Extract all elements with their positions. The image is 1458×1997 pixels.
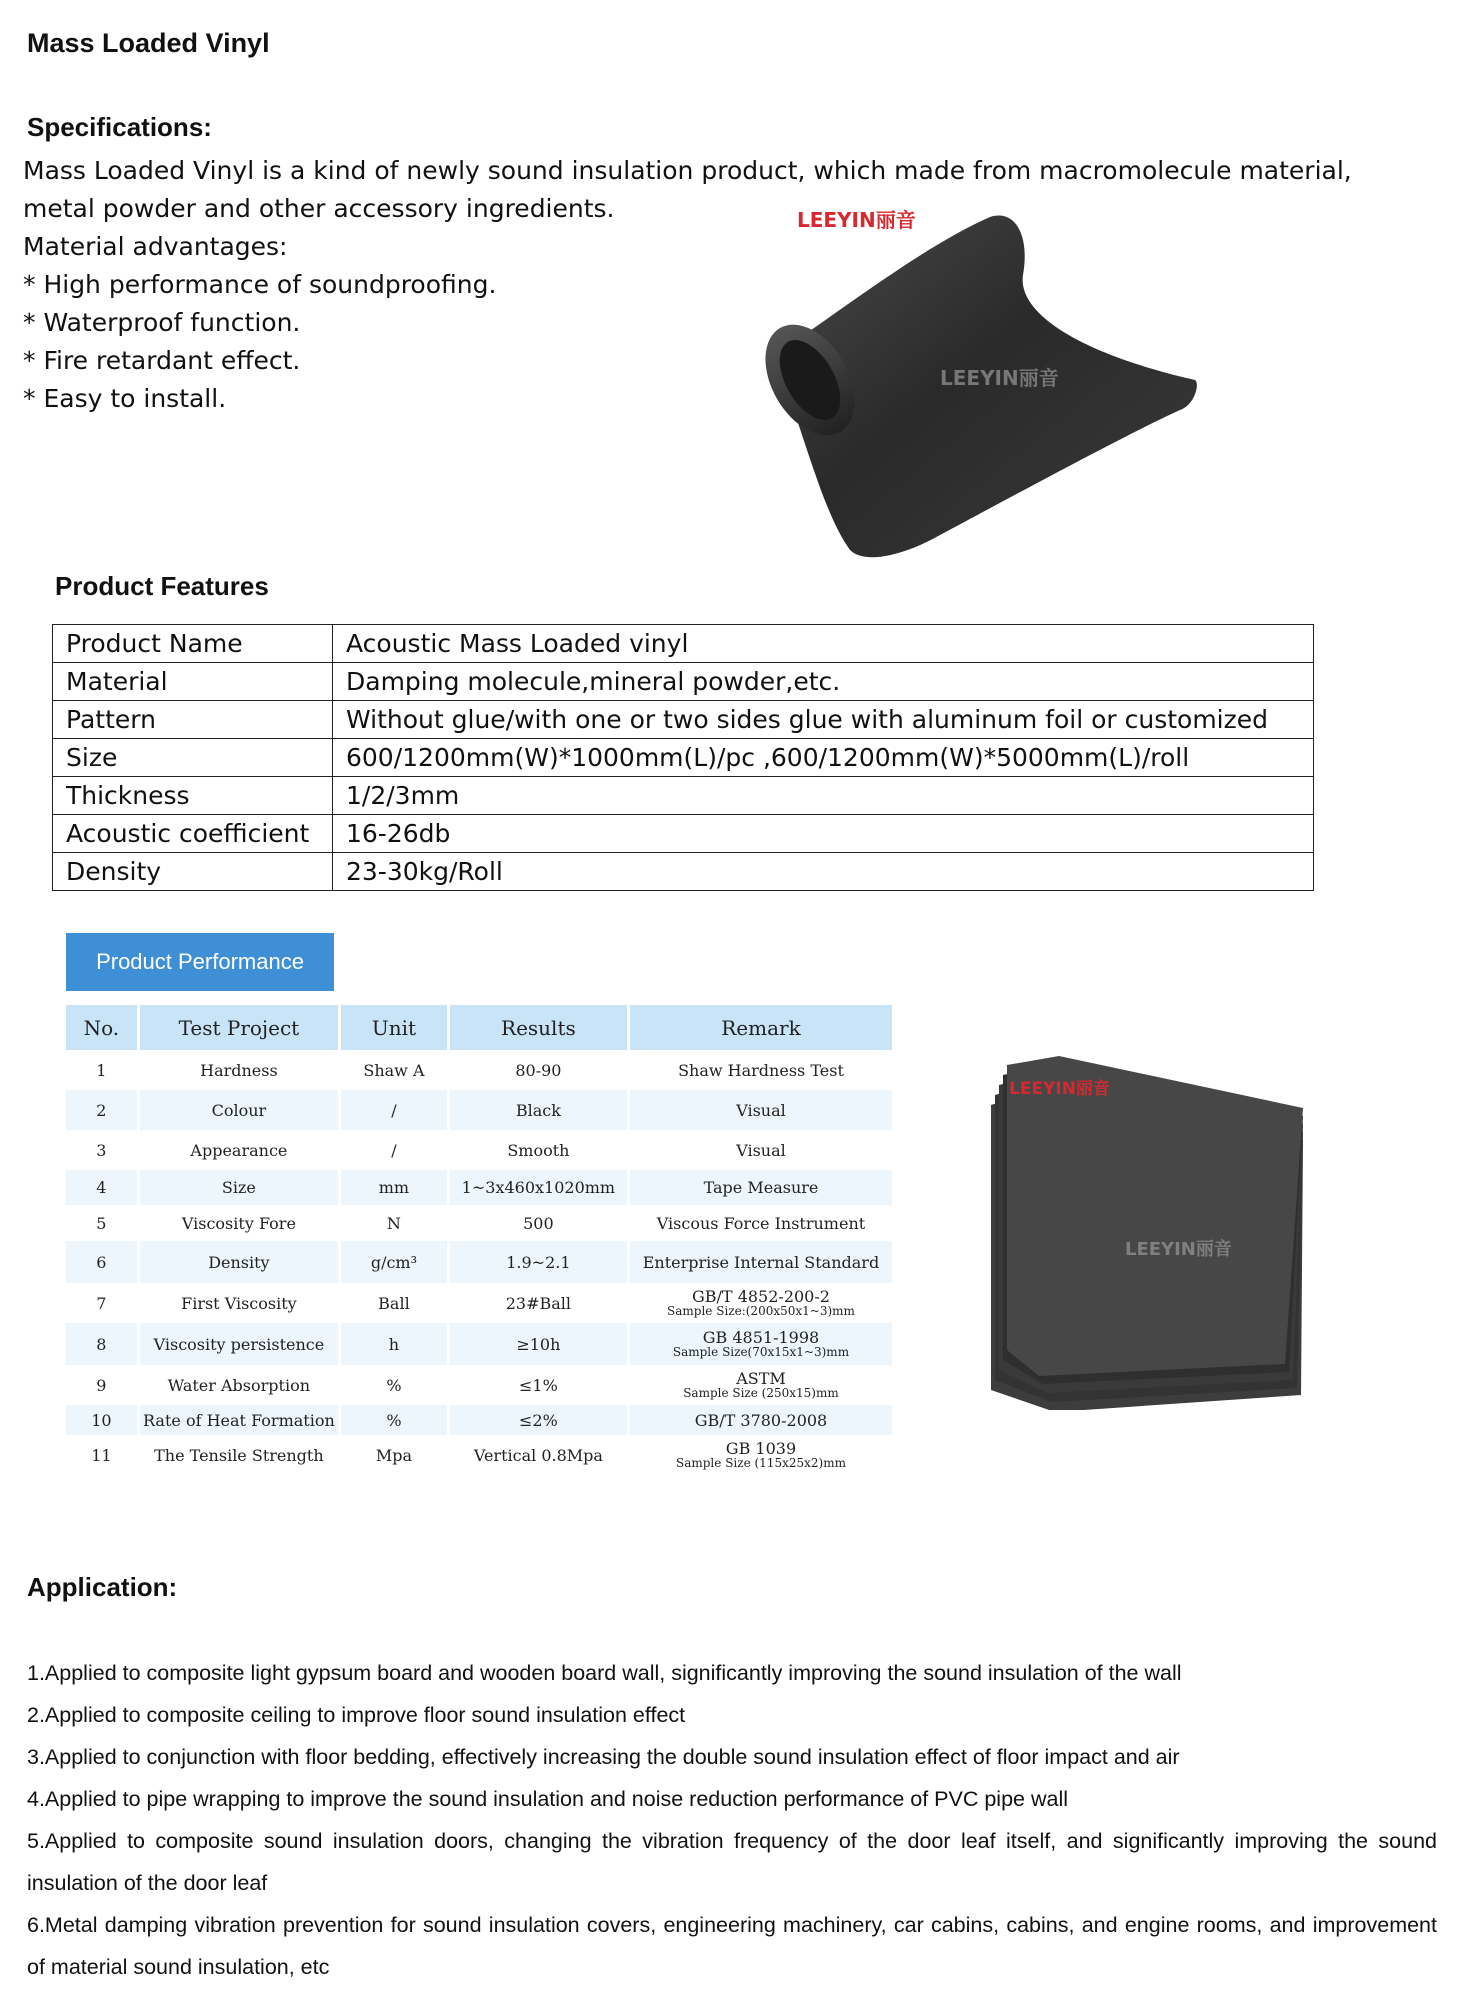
table-cell-no: 2: [66, 1090, 140, 1130]
table-cell-result: Vertical 0.8Mpa: [450, 1435, 630, 1475]
table-cell-unit: /: [341, 1090, 450, 1130]
table-row: [53, 701, 1314, 739]
feature-value: 23-30kg/Roll: [333, 853, 1314, 891]
feature-value: 1/2/3mm: [333, 777, 1314, 815]
feature-key: Product Name: [53, 625, 333, 663]
spec-intro-line: metal powder and other accessory ingredients.: [23, 194, 615, 223]
sheet-watermark: LEEYIN丽音: [1125, 1239, 1232, 1260]
advantage-item: * Waterproof function.: [23, 308, 301, 337]
table-row: [66, 1241, 892, 1283]
column-header: Results: [450, 1005, 630, 1050]
table-cell-unit: %: [341, 1405, 450, 1435]
advantage-item: * Easy to install.: [23, 384, 227, 413]
table-row: [66, 1435, 892, 1475]
remark-main: Shaw Hardness Test: [678, 1060, 844, 1080]
list-item: 6.Metal damping vibration prevention for sound insulation covers, engineering machinery, car cabins, cabins, and engine rooms, and improvement of material sound insulation, etc: [27, 1913, 1437, 1979]
roll-brand-logo: LEEYIN丽音: [797, 208, 916, 232]
column-header: Test Project: [140, 1005, 341, 1050]
table-cell-no: 6: [66, 1241, 140, 1283]
table-cell-unit: Mpa: [341, 1435, 450, 1475]
table-cell-project: Size: [140, 1170, 341, 1205]
table-cell-no: 9: [66, 1365, 140, 1405]
table-cell-remark: [630, 1365, 892, 1405]
column-header: Unit: [341, 1005, 450, 1050]
column-header: Remark: [630, 1005, 892, 1050]
table-cell-unit: g/cm³: [341, 1241, 450, 1283]
advantage-item: * High performance of soundproofing.: [23, 270, 497, 299]
remark-main: GB 1039: [725, 1439, 797, 1458]
feature-value: 600/1200mm(W)*1000mm(L)/pc ,600/1200mm(W)*5000mm(L)/roll: [333, 739, 1314, 777]
table-row: [66, 1405, 892, 1435]
table-cell-result: Smooth: [450, 1130, 630, 1170]
feature-value: Damping molecule,mineral powder,etc.: [333, 663, 1314, 701]
remark-main: GB/T 4852-200-2: [692, 1287, 830, 1306]
table-cell-no: 5: [66, 1205, 140, 1241]
remark-main: Enterprise Internal Standard: [642, 1252, 880, 1272]
feature-value: 16-26db: [333, 815, 1314, 853]
table-cell-result: ≤1%: [450, 1365, 630, 1405]
list-item: 1.Applied to composite light gypsum board and wooden board wall, significantly improving the sound insulation of the wall: [27, 1661, 1182, 1685]
feature-key: Acoustic coefficient: [53, 815, 333, 853]
table-cell-unit: Ball: [341, 1283, 450, 1323]
table-row: [53, 853, 1314, 891]
remark-main: Tape Measure: [703, 1178, 819, 1197]
table-row: [66, 1365, 892, 1405]
feature-key: Density: [53, 853, 333, 891]
table-row: [66, 1205, 892, 1241]
table-cell-no: 11: [66, 1435, 140, 1475]
table-cell-project: Colour: [140, 1090, 341, 1130]
remark-main: GB/T 3780-2008: [694, 1410, 828, 1430]
table-row: [66, 1323, 892, 1365]
table-row: [53, 663, 1314, 701]
table-cell-remark: [630, 1205, 892, 1241]
table-cell-remark: [630, 1130, 892, 1170]
performance-table: [66, 1005, 892, 1475]
table-cell-result: 500: [450, 1205, 630, 1241]
table-cell-unit: h: [341, 1323, 450, 1365]
sheet-top: [1007, 1056, 1303, 1376]
features-heading: Product Features: [55, 571, 269, 601]
table-header-row: [66, 1005, 892, 1050]
table-cell-result: ≤2%: [450, 1405, 630, 1435]
table-cell-no: 7: [66, 1283, 140, 1323]
vinyl-sheets-image: [985, 1050, 1315, 1410]
list-item: 3.Applied to conjunction with floor bedding, effectively increasing the double sound insulation effect of floor impact and air: [27, 1745, 1180, 1769]
list-item: 5.Applied to composite sound insulation doors, changing the vibration frequency of the door leaf itself, and significantly improving the sound insulation of the door leaf: [27, 1829, 1437, 1895]
table-cell-unit: Shaw A: [341, 1050, 450, 1090]
table-cell-result: ≥10h: [450, 1323, 630, 1365]
table-cell-result: 1~3x460x1020mm: [450, 1170, 630, 1205]
table-row: [53, 777, 1314, 815]
advantages-label: Material advantages:: [23, 232, 288, 261]
table-cell-result: 1.9~2.1: [450, 1241, 630, 1283]
feature-value: Without glue/with one or two sides glue with aluminum foil or customized: [333, 701, 1314, 739]
spec-intro-line: Mass Loaded Vinyl is a kind of newly sound insulation product, which made from macromolecule material,: [23, 156, 1352, 185]
performance-badge: Product Performance: [66, 933, 334, 991]
table-cell-project: First Viscosity: [140, 1283, 341, 1323]
application-heading: Application:: [27, 1572, 178, 1602]
remark-sub: Sample Size:(200x50x1~3)mm: [667, 1304, 855, 1318]
remark-main: ASTM: [736, 1369, 786, 1388]
advantage-item: * Fire retardant effect.: [23, 346, 301, 375]
column-header: No.: [66, 1005, 140, 1050]
table-cell-result: Black: [450, 1090, 630, 1130]
table-cell-remark: [630, 1435, 892, 1475]
feature-key: Thickness: [53, 777, 333, 815]
remark-main: Visual: [736, 1100, 786, 1120]
vinyl-roll-image: [755, 205, 1215, 585]
feature-key: Size: [53, 739, 333, 777]
table-cell-remark: [630, 1283, 892, 1323]
table-cell-no: 4: [66, 1170, 140, 1205]
table-row: [53, 815, 1314, 853]
table-cell-no: 1: [66, 1050, 140, 1090]
features-table: [52, 624, 1314, 891]
table-cell-project: Viscosity Fore: [140, 1205, 341, 1241]
table-row: [53, 739, 1314, 777]
table-row: [66, 1170, 892, 1205]
table-row: [66, 1050, 892, 1090]
roll-watermark: LEEYIN丽音: [940, 366, 1059, 390]
page-title: Mass Loaded Vinyl: [27, 28, 270, 58]
list-item: 4.Applied to pipe wrapping to improve the sound insulation and noise reduction performance of PVC pipe wall: [27, 1787, 1068, 1811]
table-cell-no: 3: [66, 1130, 140, 1170]
feature-key: Material: [53, 663, 333, 701]
table-cell-result: 23#Ball: [450, 1283, 630, 1323]
table-cell-remark: [630, 1050, 892, 1090]
table-cell-project: Density: [140, 1241, 341, 1283]
sheet-brand-logo: LEEYIN丽音: [1009, 1079, 1110, 1099]
table-cell-project: Rate of Heat Formation: [140, 1405, 341, 1435]
specifications-heading: Specifications:: [27, 112, 212, 142]
table-row: [66, 1090, 892, 1130]
remark-sub: Sample Size (250x15)mm: [683, 1386, 839, 1400]
table-cell-project: Appearance: [140, 1130, 341, 1170]
table-cell-unit: %: [341, 1365, 450, 1405]
remark-main: Viscous Force Instrument: [656, 1213, 866, 1233]
remark-sub: Sample Size(70x15x1~3)mm: [672, 1345, 850, 1359]
table-row: [66, 1130, 892, 1170]
table-cell-remark: [630, 1241, 892, 1283]
remark-main: Visual: [736, 1140, 786, 1160]
table-cell-no: 8: [66, 1323, 140, 1365]
table-cell-project: The Tensile Strength: [140, 1435, 341, 1475]
remark-main: GB 4851-1998: [702, 1328, 820, 1347]
table-cell-remark: [630, 1170, 892, 1205]
feature-key: Pattern: [53, 701, 333, 739]
table-row: [66, 1283, 892, 1323]
table-cell-remark: [630, 1090, 892, 1130]
list-item: 2.Applied to composite ceiling to improve floor sound insulation effect: [27, 1703, 686, 1727]
table-cell-remark: [630, 1323, 892, 1365]
table-cell-unit: /: [341, 1130, 450, 1170]
feature-value: Acoustic Mass Loaded vinyl: [333, 625, 1314, 663]
table-cell-no: 10: [66, 1405, 140, 1435]
table-cell-result: 80-90: [450, 1050, 630, 1090]
table-cell-unit: mm: [341, 1170, 450, 1205]
table-row: [53, 625, 1314, 663]
table-cell-project: Hardness: [140, 1050, 341, 1090]
table-cell-project: Water Absorption: [140, 1365, 341, 1405]
table-cell-unit: N: [341, 1205, 450, 1241]
table-cell-project: Viscosity persistence: [140, 1323, 341, 1365]
table-cell-remark: [630, 1405, 892, 1435]
remark-sub: Sample Size (115x25x2)mm: [676, 1456, 846, 1470]
application-list: [27, 1652, 1437, 1988]
